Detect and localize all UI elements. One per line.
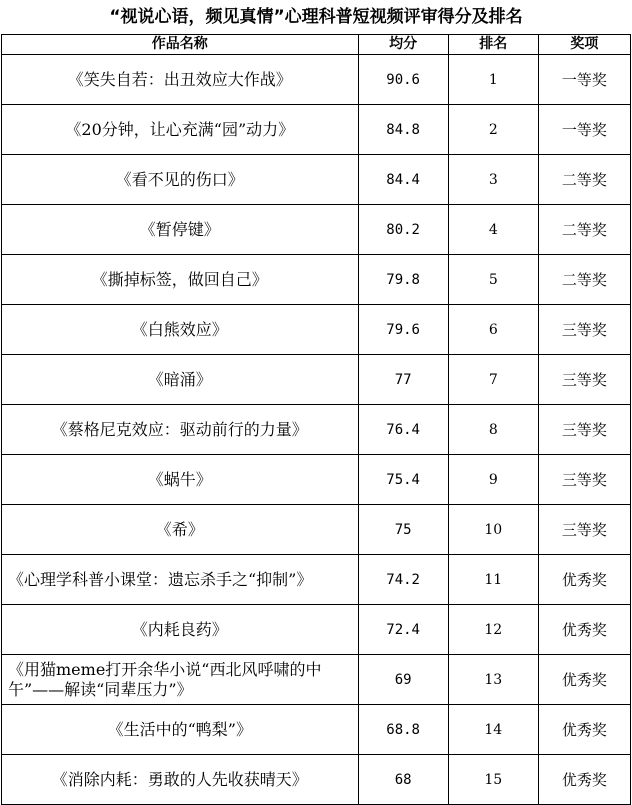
average-score: 79.6 bbox=[358, 305, 448, 355]
header-rank: 排名 bbox=[448, 35, 538, 55]
rank: 4 bbox=[448, 205, 538, 255]
rank: 11 bbox=[448, 555, 538, 605]
table-row bbox=[2, 555, 631, 605]
average-score: 79.8 bbox=[358, 255, 448, 305]
work-name: 《20分钟，让心充满“园”动力》 bbox=[2, 105, 359, 155]
results-table bbox=[1, 34, 631, 805]
average-score: 76.4 bbox=[358, 405, 448, 455]
award: 二等奖 bbox=[538, 255, 630, 305]
rank: 2 bbox=[448, 105, 538, 155]
table-row bbox=[2, 405, 631, 455]
award: 优秀奖 bbox=[538, 705, 630, 755]
average-score: 80.2 bbox=[358, 205, 448, 255]
award: 优秀奖 bbox=[538, 655, 630, 705]
work-name: 《内耗良药》 bbox=[2, 605, 359, 655]
header-award: 奖项 bbox=[538, 35, 630, 55]
table-header-row bbox=[2, 35, 631, 55]
rank: 7 bbox=[448, 355, 538, 405]
award: 二等奖 bbox=[538, 205, 630, 255]
average-score: 90.6 bbox=[358, 55, 448, 105]
award: 优秀奖 bbox=[538, 605, 630, 655]
table-row bbox=[2, 255, 631, 305]
table-row bbox=[2, 755, 631, 805]
work-name: 《心理学科普小课堂：遗忘杀手之“抑制”》 bbox=[2, 555, 359, 605]
rank: 10 bbox=[448, 505, 538, 555]
rank: 8 bbox=[448, 405, 538, 455]
rank: 5 bbox=[448, 255, 538, 305]
award: 三等奖 bbox=[538, 305, 630, 355]
average-score: 75 bbox=[358, 505, 448, 555]
rank: 9 bbox=[448, 455, 538, 505]
table-row bbox=[2, 355, 631, 405]
award: 三等奖 bbox=[538, 455, 630, 505]
work-name: 《白熊效应》 bbox=[2, 305, 359, 355]
award: 一等奖 bbox=[538, 55, 630, 105]
award: 优秀奖 bbox=[538, 755, 630, 805]
document-title: “视说心语，频见真情”心理科普短视频评审得分及排名 bbox=[109, 7, 523, 27]
work-name: 《笑失自若：出丑效应大作战》 bbox=[2, 55, 359, 105]
award: 优秀奖 bbox=[538, 555, 630, 605]
award: 三等奖 bbox=[538, 405, 630, 455]
table-row bbox=[2, 105, 631, 155]
work-name: 《暗涌》 bbox=[2, 355, 359, 405]
table-row bbox=[2, 205, 631, 255]
rank: 14 bbox=[448, 705, 538, 755]
work-name: 《用猫meme打开余华小说“西北风呼啸的中午”——解读“同辈压力”》 bbox=[2, 655, 359, 705]
average-score: 84.4 bbox=[358, 155, 448, 205]
work-name: 《看不见的伤口》 bbox=[2, 155, 359, 205]
award: 三等奖 bbox=[538, 505, 630, 555]
work-name: 《蜗牛》 bbox=[2, 455, 359, 505]
work-name: 《蔡格尼克效应：驱动前行的力量》 bbox=[2, 405, 359, 455]
rank: 12 bbox=[448, 605, 538, 655]
average-score: 75.4 bbox=[358, 455, 448, 505]
rank: 13 bbox=[448, 655, 538, 705]
table-row bbox=[2, 155, 631, 205]
header-work-name: 作品名称 bbox=[2, 35, 359, 55]
rank: 6 bbox=[448, 305, 538, 355]
table-row bbox=[2, 705, 631, 755]
work-name: 《希》 bbox=[2, 505, 359, 555]
table-row bbox=[2, 455, 631, 505]
header-average-score: 均分 bbox=[358, 35, 448, 55]
rank: 1 bbox=[448, 55, 538, 105]
work-name: 《暂停键》 bbox=[2, 205, 359, 255]
work-name: 《生活中的“鸭梨”》 bbox=[2, 705, 359, 755]
average-score: 68.8 bbox=[358, 705, 448, 755]
rank: 15 bbox=[448, 755, 538, 805]
award: 三等奖 bbox=[538, 355, 630, 405]
table-row bbox=[2, 55, 631, 105]
average-score: 69 bbox=[358, 655, 448, 705]
average-score: 74.2 bbox=[358, 555, 448, 605]
average-score: 72.4 bbox=[358, 605, 448, 655]
table-row bbox=[2, 605, 631, 655]
award: 二等奖 bbox=[538, 155, 630, 205]
table-row bbox=[2, 305, 631, 355]
work-name: 《消除内耗：勇敢的人先收获晴天》 bbox=[2, 755, 359, 805]
average-score: 77 bbox=[358, 355, 448, 405]
average-score: 84.8 bbox=[358, 105, 448, 155]
award: 一等奖 bbox=[538, 105, 630, 155]
table-row bbox=[2, 655, 631, 705]
work-name: 《撕掉标签，做回自己》 bbox=[2, 255, 359, 305]
average-score: 68 bbox=[358, 755, 448, 805]
table-row bbox=[2, 505, 631, 555]
rank: 3 bbox=[448, 155, 538, 205]
